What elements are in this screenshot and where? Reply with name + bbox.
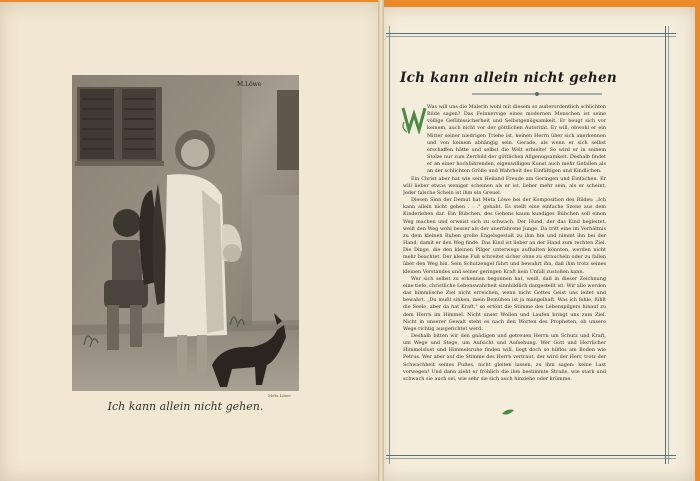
title-ornament bbox=[472, 91, 602, 97]
paragraph: Deshalb bitten wir den gnädigen und getreuen Herrn um Schutz und Kraft, um Wege und Stege, um Aufsicht und Aufsehung. Wer Gott und Herrlicher Himmelslust und Himmelsruhe finden will, liegt doch so hilflos am Boden wie Petrus. Wer aber auf die Stimme des Herrn vertraut, der wird der Herr, trotz der Schwachheit seines Fußes, nicht gleiten lassen, zu ihm sagen: keine Last vorwegen! Und dann zieht er fröhlich die ihm bestimmte Straße, wie stark und schwach sie auch sei, wie sehr sie sich auch hinziehe oder krümme. bbox=[403, 333, 606, 382]
book-gutter bbox=[378, 0, 384, 481]
illustration-caption: Ich kann allein nicht gehen. bbox=[107, 400, 264, 413]
illustration-picture bbox=[72, 75, 299, 391]
frame-right-rule-inner bbox=[668, 26, 669, 464]
leaf-icon bbox=[501, 408, 515, 416]
paragraph: Diesen Sinn der Demut hat Meta Löwe bei der Komposition des Bildes: „Ich kann allein nicht gehen . . ." gehabt. Es stellt eine einfache Szene aus dem Kinderleben dar. Ein Bübchen, des Gehens kaum kundiges Bübchen soll einen Weg machen und erweist sich zu schwach. Der Hund, der das Kind begleitet, weiß den Weg wohl besser als der unerfahrene Junge. Da tritt eine im Verhältnis zu dem kleinen Buben große Engelsgestalt zu ihm hin und nimmt ihn bei der Hand, damit er den Weg finde. Das Kind ist lieber an der Hand zum rechten Ziel. Die Dinge, die den kleinen Pilger unterwegs aufhalten könnten, werden nicht mehr beachtet. Der kleine Fuß schreitet sicher ohne zu straucheln oder zu fallen über den Weg hin. Sein Schutzengel führt und bewahrt ihn, daß ihm trotz seines kleinen Verstandes und seiner geringen Kraft kein Unfall zustoßen kann. bbox=[403, 197, 606, 275]
paragraph: Wer sich selbst zu erkennen begonnen hat, weiß, daß in dieser Zeichnung eine tiefe, christliche Lebenswahrheit sinnbildlich dargestellt ist. Wir alle werden das himmlische Ziel nicht erreichen, wenn nicht Gottes Geist uns leitet und bewahrt. „Du mußt sinken, mein Bemühen ist ja mangelhaft. Was ich fehle, fühlt die Seele, aber da hat Kraft," so ertönt die Stimme des Lebenspilgers hinauf zu dem Herrn im Himmel. Nicht unser Wollen und Laufen bringt uns zum Ziel. Nicht in unserer Gewalt steht es nach den Worten des Propheten, ob unsere Wege richtig ausgerichtet werd. bbox=[403, 275, 606, 332]
frame-left-rule bbox=[389, 26, 390, 464]
artist-signature: Meta Löwe bbox=[268, 393, 291, 398]
paragraph: Was will uns die Malerin wohl mit diesem so außerordentlich schlichten Bilde sagen? Das Feinnervige eines modernen Menschen ist seine völlige Gefühlssicherheit und Selbstgenügsamkeit. Er beugt sich vor keinem, auch nicht vor der göttlichen Autorität. Er will, obwohl er ein Mitter seiner niedrigen Triebe ist, keinen Herrn über sich anerkennen und von keinem abhängig sein. Gerade, als wenn er sich selbst erschaffen hätte und selbst die Welt erhielte! So wird er in seinem Stolze nur zum Zerrbild der göttlichen Allgenugsamkeit. Deshalb findet er an einer hochfahrenden, eigenwilligen Kunst auch mehr Gefallen als an der schlichten Größe und Wahrheit des Einfältigen und Kindlichen. bbox=[427, 104, 606, 175]
frame-top-rule-inner bbox=[386, 36, 676, 37]
illustration-angel-and-child bbox=[72, 75, 299, 391]
frame-right-rule bbox=[665, 26, 666, 464]
article-body bbox=[403, 104, 606, 456]
artist-monogram: M.Löwe bbox=[237, 81, 262, 88]
article-title: Ich kann allein nicht gehen bbox=[400, 70, 617, 86]
frame-top-rule bbox=[386, 33, 676, 34]
paragraph: Ein Christ aber hat wie sein Heiland Freude am Geringen und Einfachen. Er will lieber etwas weniger scheinen als er ist, lieber mehr sein, als er scheint. Jeder falsche Schein ist ihm ein Greuel. bbox=[403, 175, 606, 196]
dropcap-ornament bbox=[401, 104, 427, 134]
frame-bottom-rule-inner bbox=[386, 458, 676, 459]
